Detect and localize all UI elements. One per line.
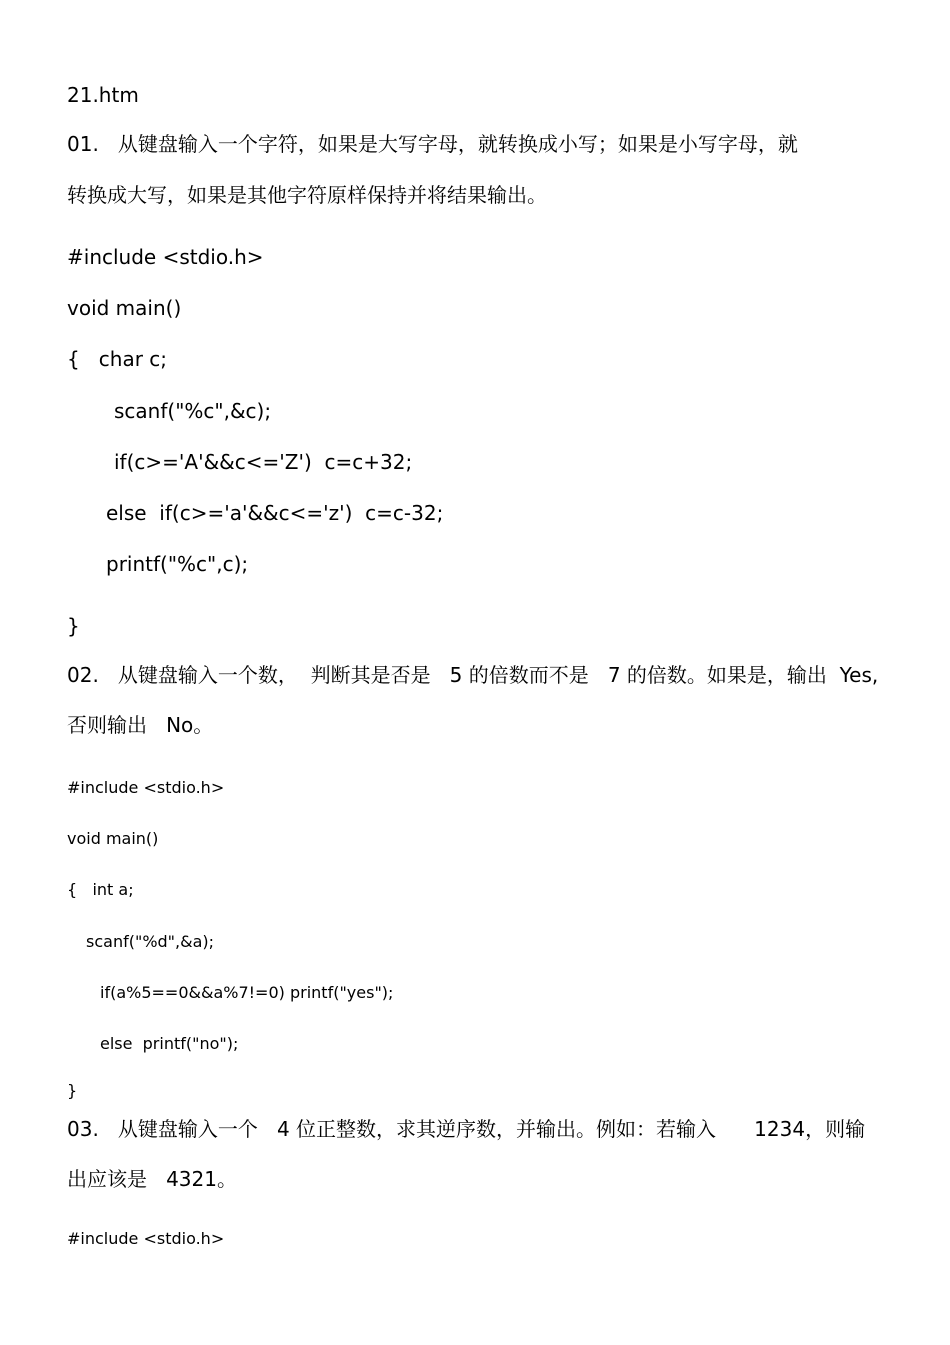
code-line: printf("%c",c); [106,552,249,576]
code-line: if(c>='A'&&c<='Z') c=c+32; [114,450,413,474]
code-line: } [67,1081,78,1100]
code-line: scanf("%c",&c); [114,399,272,423]
code-line: void main() [67,296,182,320]
code-line: #include <stdio.h> [67,1229,225,1248]
code-line: else printf("no"); [100,1034,239,1053]
code-line: } [67,614,80,638]
file-title: 21.htm [67,83,139,107]
code-line: { char c; [67,347,168,371]
code-line: scanf("%d",&a); [86,932,215,951]
code-line: void main() [67,829,159,848]
problem-02-question-line-2: 否则输出 No。 [67,713,214,737]
code-line: { int a; [67,880,134,899]
problem-01-question-line-1: 01. 从键盘输入一个字符，如果是大写字母，就转换成小写；如果是小写字母，就 [67,132,798,156]
code-line: #include <stdio.h> [67,778,225,797]
problem-02-question-line-1: 02. 从键盘输入一个数， 判断其是否是 5 的倍数而不是 7 的倍数。如果是，输出 Yes, [67,663,879,687]
problem-01-question-line-2: 转换成大写，如果是其他字符原样保持并将结果输出。 [67,183,547,207]
problem-03-question-line-1: 03. 从键盘输入一个 4 位正整数，求其逆序数，并输出。例如：若输入 1234，则输 [67,1117,866,1141]
problem-03-question-line-2: 出应该是 4321。 [67,1167,237,1191]
code-line: else if(c>='a'&&c<='z') c=c-32; [106,501,444,525]
code-line: if(a%5==0&&a%7!=0) printf("yes"); [100,983,394,1002]
code-line: #include <stdio.h> [67,245,264,269]
